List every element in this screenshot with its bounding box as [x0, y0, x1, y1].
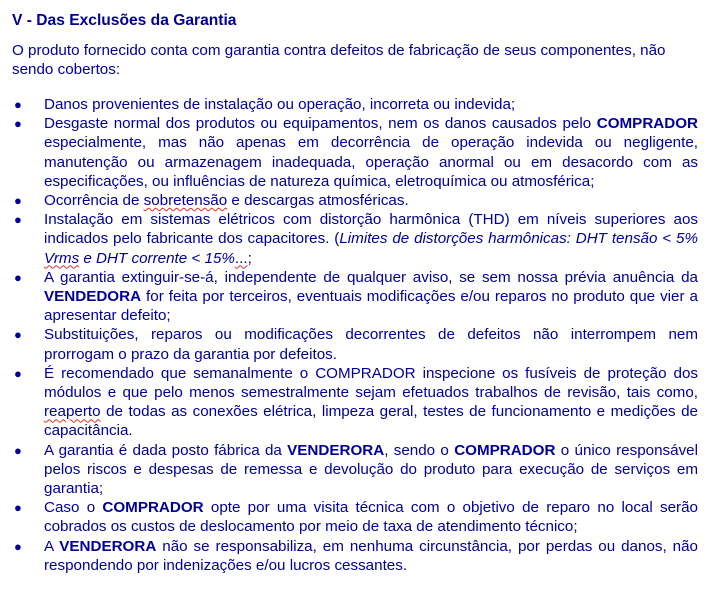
list-item: ● Caso o COMPRADOR opte por uma visita técnica com o objetivo de reparo no local serão cobrados os custos de deslocamento por meio de taxa de atendimento técnico; — [14, 499, 698, 536]
bullet-icon: ● — [14, 116, 22, 132]
section-heading: V - Das Exclusões da Garantia — [12, 12, 237, 29]
list-item: ● A garantia é dada posto fábrica da VENDERORA, sendo o COMPRADOR o único responsável pelos riscos e despesas de remessa e devolução do produto para execução de serviços em garantia; — [14, 441, 698, 498]
bullet-icon: ● — [14, 269, 22, 285]
list-item: ● Desgaste normal dos produtos ou equipamentos, nem os danos causados pelo COMPRADOR especialmente, mas não apenas em decorrência de operação indevida ou negligente, manutenção ou armazenagem inadequada, operação anormal ou em desacordo com as especificações, ou influências de natureza química, eletroquímica ou atmosférica; — [14, 115, 698, 190]
intro-paragraph: O produto fornecido conta com garantia contra defeitos de fabricação de seus componentes, não sendo cobertos: — [12, 42, 666, 78]
list-item: ● É recomendado que semanalmente o COMPRADOR inspecione os fusíveis de proteção dos módulos e que pelo menos semestralmente sejam efetuados trabalhos de revisão, tais como, reaperto de todas as conexões elétrica, limpeza geral, testes de funcionamento e medições de capacitância. — [14, 364, 698, 440]
bullet-icon: ● — [14, 538, 22, 554]
list-item: ● A VENDERORA não se responsabiliza, em nenhuma circunstância, por perdas ou danos, não respondendo por indenizações e/ou lucros cessantes. — [14, 537, 698, 574]
list-item: ● Danos provenientes de instalação ou operação, incorreta ou indevida; — [14, 96, 516, 113]
bullet-icon: ● — [14, 97, 22, 112]
bullet-icon: ● — [14, 365, 22, 381]
bullet-icon: ● — [14, 193, 22, 209]
list-item: ● Substituições, reparos ou modificações decorrentes de defeitos não interrompem nem prorrogam o prazo da garantia por defeitos. — [14, 326, 698, 363]
bullet-icon: ● — [14, 442, 22, 458]
list-item: ● Ocorrência de sobretensão e descargas atmosféricas. — [14, 192, 409, 210]
bullet-icon: ● — [14, 212, 22, 228]
list-item: ● Instalação em sistemas elétricos com distorção harmônica (THD) em níveis superiores aos indicados pelo fabricante dos capacitores. (Limites de distorções harmônicas: DHT tensão < 5% Vrms e DHT corrente < 15%...; — [14, 211, 698, 267]
list-item: ● A garantia extinguir-se-á, independente de qualquer aviso, se sem nossa prévia anuência da VENDEDORA for feita por terceiros, eventuais modificações e/ou reparos no produto que vier a apresentar defeito; — [14, 268, 698, 325]
exclusions-list — [12, 95, 698, 575]
bullet-icon: ● — [14, 500, 22, 516]
bullet-icon: ● — [14, 327, 22, 343]
